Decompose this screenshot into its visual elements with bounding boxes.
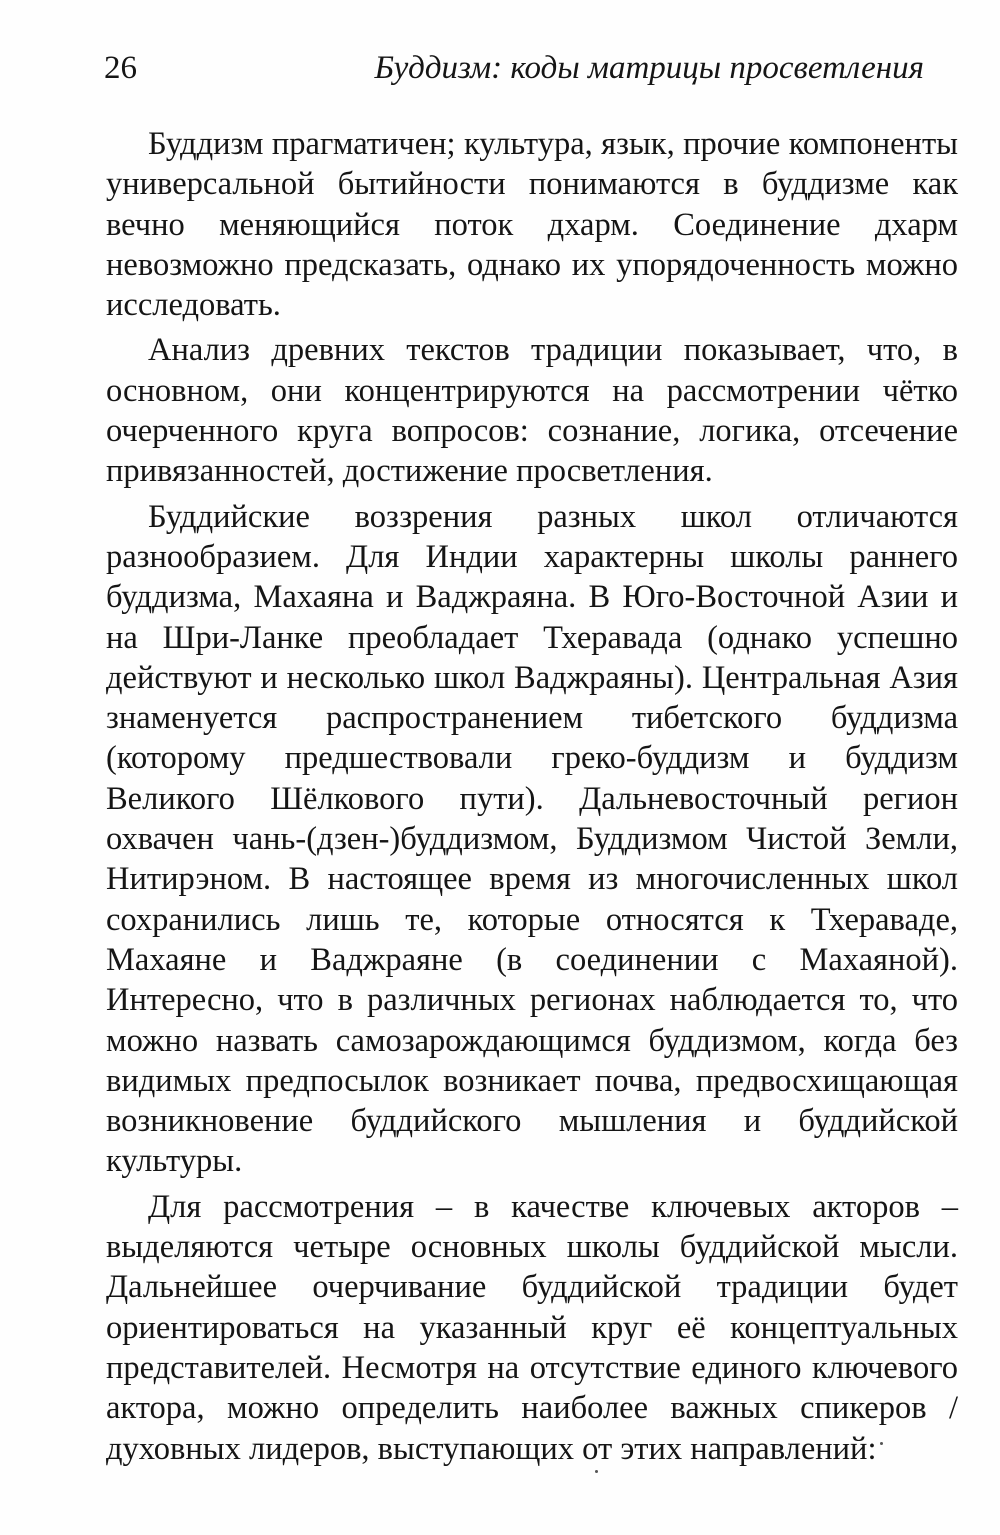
paragraph-4: Для рассмотрения – в качестве ключевых акторов – выделяются четыре основных школы буддийской мысли. Дальнейшее очерчивание буддийской традиции будет ориентироваться на указанный круг её концептуальных представителей. Несмотря на отсутствие единого ключевого актора, можно определить наиболее важных спикеров / духовных лидеров, выступающих от этих направлений: <box>106 1188 958 1467</box>
body-text <box>106 124 958 1469</box>
page-number: 26 <box>104 50 137 86</box>
paragraph-3: Буддийские воззрения разных школ отличаются разнообразием. Для Индии характерны школы раннего буддизма, Махаяна и Ваджраяна. В Юго-Восточной Азии и на Шри-Ланке преобладает Тхеравада (однако успешно действуют и несколько школ Ваджраяны). Центральная Азия знаменуется распространением тибетского буддизма (которому предшествовали греко-буддизм и буддизм Великого Шёлкового пути). Дальневосточный регион охвачен чань-(дзен-)буддизмом, Буддизмом Чистой Земли, Нитирэном. В настоящее время из многочисленных школ сохранились лишь те, которые относятся к Тхераваде, Махаяне и Ваджраяне (в соединении с Махаяной). Интересно, что в различных регионах наблюдается то, что можно назвать самозарождающимся буддизмом, когда без видимых предпосылок возникает почва, предвосхищающая возникновение буддийского мышления и буддийской культуры. <box>106 498 958 1180</box>
print-speck <box>880 1442 883 1445</box>
book-title: Буддизм: коды матрицы просветления <box>374 50 924 86</box>
paragraph-1: Буддизм прагматичен; культура, язык, прочие компоненты универсальной бытийности понимаются в буддизме как вечно меняющийся поток дхарм. Соединение дхарм невозможно предсказать, однако их упорядоченность можно исследовать. <box>106 126 958 324</box>
print-speck <box>595 1470 598 1473</box>
running-head <box>104 50 924 100</box>
paragraph-2: Анализ древних текстов традиции показывает, что, в основном, они концентрируются на рассмотрении чётко очерченного круга вопросов: сознание, логика, отсечение привязанностей, достижение просветления. <box>106 332 958 490</box>
